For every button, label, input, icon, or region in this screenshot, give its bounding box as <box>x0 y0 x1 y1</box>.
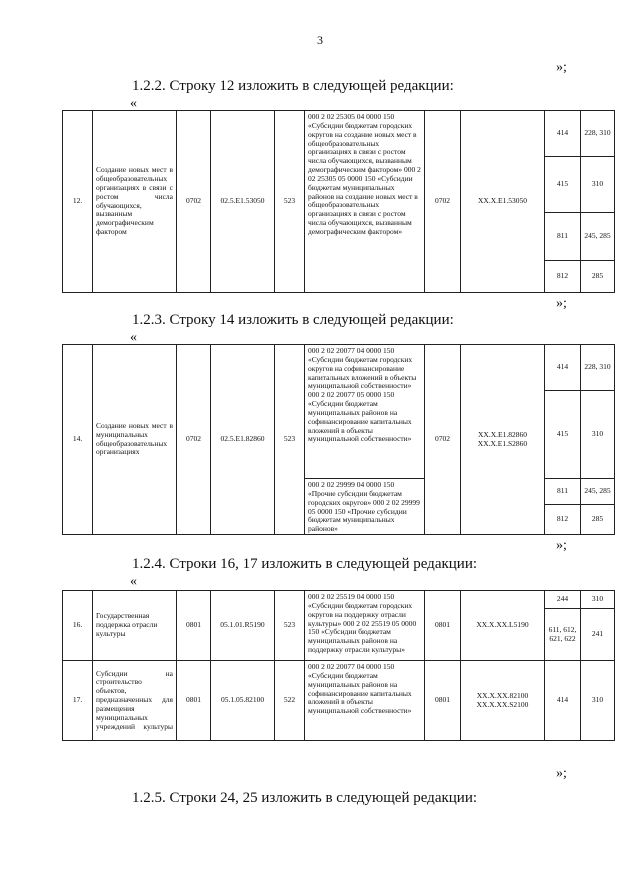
opening-quote: « <box>130 96 137 111</box>
page-number: 3 <box>317 33 323 47</box>
row-number: 17. <box>63 661 93 741</box>
opening-quote: « <box>130 574 137 589</box>
kosgu-code: 310 <box>581 391 615 479</box>
section-code: 0702 <box>177 111 211 293</box>
kosgu-code: 310 <box>581 661 615 741</box>
closing-quote: »; <box>556 538 567 553</box>
expense-type: 523 <box>275 111 305 293</box>
vr-code: 414 <box>545 345 581 391</box>
section-heading: 1.2.2. Строку 12 изложить в следующей редакции: <box>132 78 454 94</box>
vr-code: 812 <box>545 505 581 535</box>
target-article: 05.1.01.R5190 <box>211 591 275 661</box>
budget-classification: 000 2 02 20077 04 0000 150 «Субсидии бюджетам муниципальных районов на софинансирование капитальных вложений в объекты муниципальной собственности» <box>305 661 425 741</box>
expense-type: 523 <box>275 345 305 535</box>
kosgu-code: 241 <box>581 609 615 661</box>
kosgu-code: 310 <box>581 157 615 213</box>
target-article-2: ХХ.Х.ХХ.82100 ХХ.Х.ХХ.S2100 <box>461 661 545 741</box>
closing-quote: »; <box>556 296 567 311</box>
table-rows-16-17 <box>62 590 615 741</box>
section-code: 0702 <box>177 345 211 535</box>
kosgu-code: 228, 310 <box>581 345 615 391</box>
row-name: Субсидии на строительство объектов, предназначенных для размещения муниципальных учреждений культуры <box>93 661 177 741</box>
vr-code: 611, 612, 621, 622 <box>545 609 581 661</box>
section-code-2: 0702 <box>425 111 461 293</box>
target-article: 05.1.05.82100 <box>211 661 275 741</box>
section-code: 0801 <box>177 661 211 741</box>
vr-code: 811 <box>545 213 581 261</box>
budget-classification: 000 2 02 25519 04 0000 150 «Субсидии бюджетам городских округов на поддержку отрасли культуры» 000 2 02 25519 05 0000 150 «Субсидии бюджетам муниципальных районов на поддержку отрасли культуры» <box>305 591 425 661</box>
row-name: Государственная поддержка отрасли культуры <box>93 591 177 661</box>
vr-code: 414 <box>545 111 581 157</box>
kosgu-code: 245, 285 <box>581 479 615 505</box>
row-number: 14. <box>63 345 93 535</box>
vr-code: 812 <box>545 261 581 293</box>
kosgu-code: 245, 285 <box>581 213 615 261</box>
row-number: 16. <box>63 591 93 661</box>
target-article-2: ХХ.Х.Е1.82860 ХХ.Х.Е1.S2860 <box>461 345 545 535</box>
closing-quote: »; <box>556 766 567 781</box>
vr-code: 415 <box>545 391 581 479</box>
section-code: 0801 <box>177 591 211 661</box>
kosgu-code: 310 <box>581 591 615 609</box>
table-row-14 <box>62 344 615 535</box>
closing-quote: »; <box>556 60 567 75</box>
target-article: 02.5.Е1.82860 <box>211 345 275 535</box>
target-article-2: ХХ.Х.Е1.53050 <box>461 111 545 293</box>
kosgu-code: 285 <box>581 261 615 293</box>
target-article-2: ХХ.Х.ХХ.L5190 <box>461 591 545 661</box>
vr-code: 244 <box>545 591 581 609</box>
section-code-2: 0801 <box>425 591 461 661</box>
opening-quote: « <box>130 330 137 345</box>
row-number: 12. <box>63 111 93 293</box>
vr-code: 415 <box>545 157 581 213</box>
expense-type: 523 <box>275 591 305 661</box>
expense-type: 522 <box>275 661 305 741</box>
row-name: Создание новых мест в общеобразовательных организациях в связи с ростом числа обучающихся, вызванным демографическим фактором <box>93 111 177 293</box>
vr-code: 414 <box>545 661 581 741</box>
budget-classification: 000 2 02 29999 04 0000 150 «Прочие субсидии бюджетам городских округов» 000 2 02 29999 05 0000 150 «Прочие субсидии бюджетам муниципальных районов» <box>305 479 425 535</box>
budget-classification: 000 2 02 20077 04 0000 150 «Субсидии бюджетам городских округов на софинансирование капитальных вложений в объекты муниципальной собственности» 000 2 02 20077 05 0000 150 «Субсидии бюджетам муниципальных районов на софинансирование капитальных вложений в объекты муниципальной собственности» <box>305 345 425 479</box>
section-code-2: 0801 <box>425 661 461 741</box>
budget-classification: 000 2 02 25305 04 0000 150 «Субсидии бюджетам городских округов на создание новых мест в общеобразовательных организациях в связи с ростом числа обучающихся, вызванным демографическим фактором» 000 2 02 25305 05 0000 150 «Субсидии бюджетам муниципальных районов на создание новых мест в общеобразовательных организациях в связи с ростом числа обучающихся, вызванным демографическим фактором» <box>305 111 425 293</box>
section-code-2: 0702 <box>425 345 461 535</box>
target-article: 02.5.Е1.53050 <box>211 111 275 293</box>
section-heading: 1.2.5. Строки 24, 25 изложить в следующей редакции: <box>132 790 478 806</box>
table-row-12 <box>62 110 615 293</box>
section-heading: 1.2.4. Строки 16, 17 изложить в следующей редакции: <box>132 556 478 572</box>
vr-code: 811 <box>545 479 581 505</box>
section-heading: 1.2.3. Строку 14 изложить в следующей редакции: <box>132 312 454 328</box>
kosgu-code: 285 <box>581 505 615 535</box>
row-name: Создание новых мест в муниципальных общеобразовательных организациях <box>93 345 177 535</box>
kosgu-code: 228, 310 <box>581 111 615 157</box>
